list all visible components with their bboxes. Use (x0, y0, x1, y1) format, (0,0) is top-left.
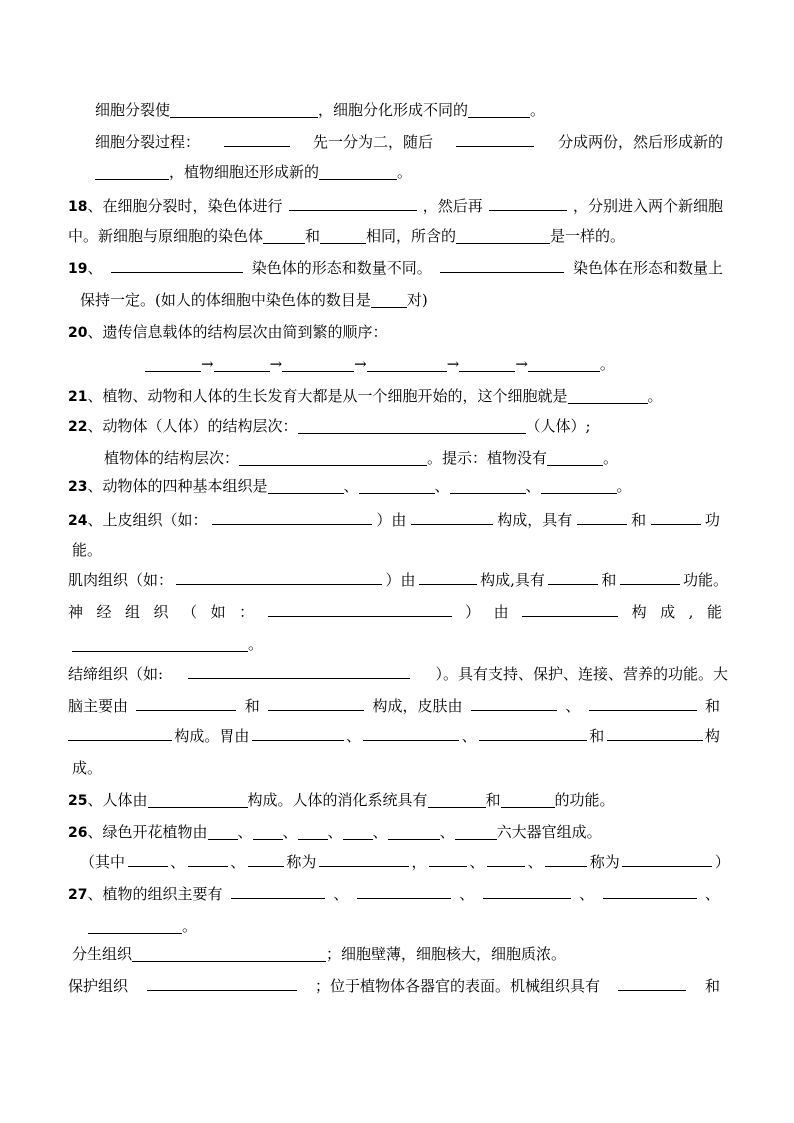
answer-blank[interactable] (132, 943, 326, 962)
answer-blank[interactable] (282, 353, 354, 372)
text-line: 构成。胃由 、 、 和 构 (68, 722, 720, 750)
text-line: 细胞分裂过程： 先一分为二，随后 分成两份，然后形成新的 (95, 128, 723, 156)
answer-blank[interactable] (456, 128, 534, 147)
answer-blank[interactable] (319, 848, 409, 867)
answer-blank[interactable] (136, 692, 236, 711)
answer-blank[interactable] (651, 506, 701, 525)
answer-blank[interactable] (88, 915, 182, 934)
question-20: 20、遗传信息载体的结构层次由简到繁的顺序： (68, 323, 388, 341)
answer-blank[interactable] (239, 447, 427, 466)
arrow-icon: → (515, 355, 528, 373)
answer-blank[interactable] (72, 633, 248, 652)
answer-blank[interactable] (357, 880, 451, 899)
text-line: 分生组织 ；细胞壁薄，细胞核大，细胞质浓。 (72, 945, 567, 963)
answer-blank[interactable] (268, 692, 364, 711)
arrow-icon: → (446, 355, 460, 373)
answer-blank[interactable] (429, 848, 467, 867)
arrow-icon: → (201, 355, 214, 373)
text-line: 。 (88, 912, 748, 940)
answer-blank[interactable] (367, 353, 447, 372)
answer-blank[interactable] (268, 598, 452, 617)
answer-blank[interactable] (371, 289, 407, 308)
answer-blank[interactable] (248, 848, 284, 867)
arrow-icon: → (269, 355, 283, 373)
text-line: 保持一定。(如人的体细胞中染色体的数目是 对) (80, 291, 428, 309)
answer-blank[interactable] (545, 848, 587, 867)
text-line: 成。 (72, 759, 103, 777)
answer-blank[interactable] (603, 880, 697, 899)
answer-blank[interactable] (419, 566, 477, 585)
question-18: 18、在细胞分裂时，染色体进行 ，然后再 ，分别进入两个新细胞 (68, 192, 723, 220)
answer-blank[interactable] (188, 660, 410, 679)
answer-blank[interactable] (289, 192, 417, 211)
answer-blank[interactable] (147, 972, 297, 991)
answer-blank[interactable] (298, 415, 526, 434)
arrow-icon: → (354, 355, 367, 373)
text-line: 能。 (72, 541, 103, 559)
answer-blank[interactable] (363, 722, 459, 741)
answer-blank[interactable] (208, 821, 238, 840)
answer-blank[interactable] (440, 254, 564, 273)
text-line: 脑主要由 和 构成，皮肤由 、 和 (68, 692, 720, 720)
answer-blank[interactable] (319, 161, 397, 180)
text-line: 细胞分裂使 ，细胞分化形成不同的 。 (95, 101, 546, 119)
answer-blank[interactable] (450, 475, 526, 494)
answer-blank[interactable] (320, 225, 366, 244)
answer-blank[interactable] (487, 848, 525, 867)
answer-blank[interactable] (620, 566, 680, 585)
text-line: 结缔组织（如: ）。具有支持、保护、连接、营养的功能。大 (68, 660, 728, 688)
answer-blank[interactable] (589, 692, 697, 711)
answer-blank[interactable] (411, 506, 493, 525)
answer-blank[interactable] (95, 161, 169, 180)
answer-blank[interactable] (231, 880, 325, 899)
answer-blank[interactable] (489, 192, 567, 211)
answer-blank[interactable] (577, 506, 627, 525)
answer-blank[interactable] (471, 692, 557, 711)
text-line: 。 (72, 630, 732, 658)
answer-blank[interactable] (459, 353, 515, 372)
text-line: 神 经 组 织 （ 如 ： ） 由 构 成 , 能 (68, 598, 722, 626)
answer-blank[interactable] (214, 353, 270, 372)
answer-blank[interactable] (148, 789, 248, 808)
answer-blank[interactable] (541, 475, 617, 494)
answer-blank[interactable] (212, 506, 372, 525)
text-line: 保护组织 ；位于植物体各器官的表面。机械组织具有 和 (68, 972, 720, 1000)
answer-blank[interactable] (128, 848, 168, 867)
answer-blank[interactable] (618, 972, 686, 991)
question-21: 21、植物、动物和人体的生长发育大都是从一个细胞开始的，这个细胞就是 。 (68, 387, 663, 405)
question-19: 19、 染色体的形态和数量不同。 染色体在形态和数量上 (68, 254, 723, 282)
text-line: 中。新细胞与原细胞的染色体 和 相同，所含的 是一样的。 (68, 227, 626, 245)
answer-blank[interactable] (622, 848, 712, 867)
answer-blank[interactable] (388, 821, 440, 840)
answer-blank[interactable] (298, 821, 328, 840)
answer-blank[interactable] (359, 475, 435, 494)
question-22: 22、动物体（人体）的结构层次： （人体）; (68, 417, 591, 435)
answer-blank[interactable] (176, 566, 382, 585)
question-26: 26、绿色开花植物由 、 、 、 、 、 六大器官组成。 (68, 823, 602, 841)
sequence-line: → → → → → 。 (145, 350, 794, 378)
answer-blank[interactable] (253, 821, 283, 840)
answer-blank[interactable] (343, 821, 373, 840)
answer-blank[interactable] (547, 447, 603, 466)
answer-blank[interactable] (568, 385, 648, 404)
answer-blank[interactable] (528, 353, 600, 372)
text-line: （其中 、 、 称为 ， 、 、 称为 ） (80, 848, 730, 876)
answer-blank[interactable] (170, 99, 318, 118)
answer-blank[interactable] (428, 789, 486, 808)
text-line: 肌肉组织（如： ）由 构成,具有 和 功能。 (68, 566, 728, 594)
question-25: 25、人体由 构成。人体的消化系统具有 和 的功能。 (68, 791, 615, 809)
answer-blank[interactable] (188, 848, 228, 867)
answer-blank[interactable] (548, 566, 598, 585)
question-24: 24、上皮组织（如： ）由 构成，具有 和 功 (68, 506, 720, 534)
text-line: ，植物细胞还形成新的 。 (95, 158, 755, 186)
answer-blank[interactable] (522, 598, 618, 617)
answer-blank[interactable] (252, 722, 344, 741)
answer-blank[interactable] (501, 789, 555, 808)
answer-blank[interactable] (111, 254, 243, 273)
answer-blank[interactable] (68, 722, 172, 741)
answer-blank[interactable] (456, 225, 550, 244)
answer-blank[interactable] (224, 128, 290, 147)
answer-blank[interactable] (455, 821, 497, 840)
answer-blank[interactable] (479, 722, 587, 741)
text-line: 植物体的结构层次： 。提示：植物没有 。 (104, 449, 619, 467)
answer-blank[interactable] (483, 880, 571, 899)
answer-blank[interactable] (607, 722, 703, 741)
question-23: 23、动物体的四种基本组织是 、 、 、 。 (68, 477, 632, 495)
answer-blank[interactable] (468, 99, 530, 118)
answer-blank[interactable] (145, 353, 201, 372)
answer-blank[interactable] (268, 475, 344, 494)
answer-blank[interactable] (263, 225, 305, 244)
question-27: 27、植物的组织主要有 、 、 、 、 (68, 880, 720, 908)
